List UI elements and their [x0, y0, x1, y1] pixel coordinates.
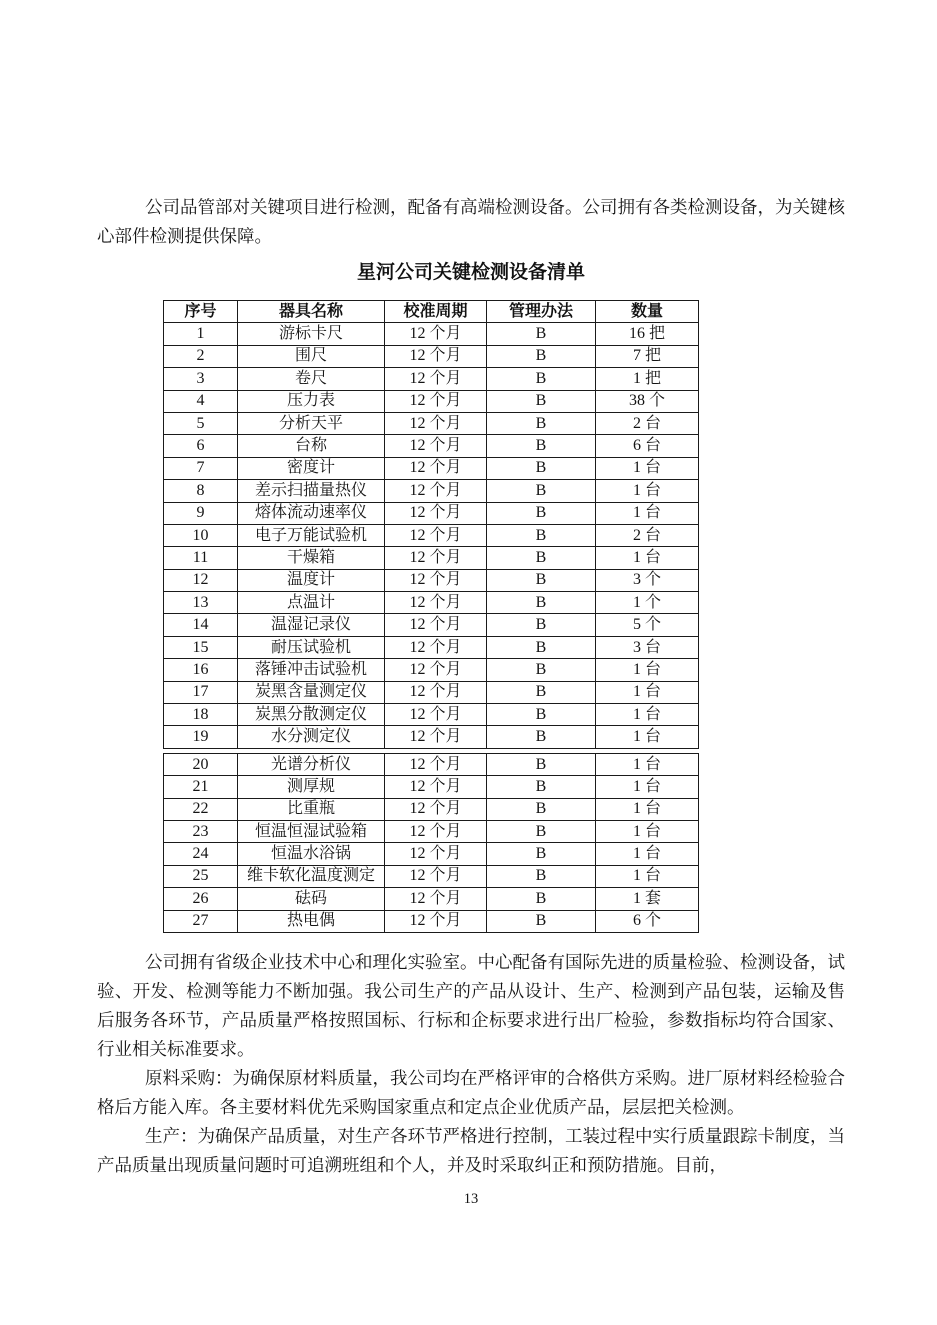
table-cell: 38 个: [596, 390, 699, 412]
table-cell: 比重瓶: [238, 798, 385, 820]
table-row: [164, 480, 699, 502]
table-cell: 12 个月: [385, 323, 487, 345]
table-cell: 恒温恒湿试验箱: [238, 820, 385, 842]
table-cell: B: [487, 547, 596, 569]
table-row: [164, 323, 699, 345]
table-cell: 12 个月: [385, 753, 487, 775]
table-cell: 3 台: [596, 636, 699, 658]
equipment-table-part2: [163, 753, 699, 933]
table-row: [164, 345, 699, 367]
header-cell-management-method: 管理办法: [487, 301, 596, 323]
table-cell: 1 台: [596, 659, 699, 681]
table-row: [164, 865, 699, 887]
paragraph-tech-center: 公司拥有省级企业技术中心和理化实验室。中心配备有国际先进的质量检验、检测设备，试验、开发、检测等能力不断加强。我公司生产的产品从设计、生产、检测到产品包装，运输及售后服务各环节，产品质量严格按照国标、行标和企标要求进行出厂检验，参数指标均符合国家、行业相关标准要求。: [97, 951, 845, 1059]
header-cell-index: 序号: [164, 301, 238, 323]
table-title: 星河公司关键检测设备清单: [356, 262, 585, 283]
table-cell: 台称: [238, 435, 385, 457]
table-cell: 密度计: [238, 457, 385, 479]
table-cell: 落锤冲击试验机: [238, 659, 385, 681]
table-cell: B: [487, 390, 596, 412]
table-row: [164, 412, 699, 434]
table-cell: B: [487, 753, 596, 775]
table-cell: 19: [164, 726, 238, 748]
table-cell: 16: [164, 659, 238, 681]
table-cell: 22: [164, 798, 238, 820]
table-cell: B: [487, 412, 596, 434]
paragraph-production: 生产：为确保产品质量，对生产各环节严格进行控制，工装过程中实行质量跟踪卡制度，当产品质量出现质量问题时可追溯班组和个人，并及时采取纠正和预防措施。目前，: [97, 1125, 845, 1175]
paragraph-procurement: 原料采购：为确保原材料质量，我公司均在严格评审的合格供方采购。进厂原材料经检验合格后方能入库。各主要材料优先采购国家重点和定点企业优质产品，层层把关检测。: [97, 1067, 845, 1117]
table-cell: 12 个月: [385, 390, 487, 412]
table-cell: 12 个月: [385, 569, 487, 591]
table-cell: 1: [164, 323, 238, 345]
table-cell: 3: [164, 368, 238, 390]
table-cell: 20: [164, 753, 238, 775]
table-cell: 12 个月: [385, 547, 487, 569]
table-cell: 热电偶: [238, 910, 385, 932]
table-cell: 6 个: [596, 910, 699, 932]
table-cell: 4: [164, 390, 238, 412]
table-cell: 12 个月: [385, 888, 487, 910]
page-number: 13: [463, 1190, 479, 1207]
table-row: [164, 681, 699, 703]
table-cell: 16 把: [596, 323, 699, 345]
table-cell: B: [487, 843, 596, 865]
table-cell: 12 个月: [385, 910, 487, 932]
equipment-table-wrap: [163, 300, 698, 933]
table-cell: 游标卡尺: [238, 323, 385, 345]
table-cell: 5: [164, 412, 238, 434]
table-row: [164, 843, 699, 865]
table-cell: B: [487, 457, 596, 479]
table-cell: 12 个月: [385, 726, 487, 748]
table-cell: 9: [164, 502, 238, 524]
table-cell: 5 个: [596, 614, 699, 636]
table-row: [164, 704, 699, 726]
table-cell: 耐压试验机: [238, 636, 385, 658]
table-cell: 3 个: [596, 569, 699, 591]
table-cell: B: [487, 502, 596, 524]
table-cell: 7 把: [596, 345, 699, 367]
table-cell: B: [487, 345, 596, 367]
table-cell: 1 台: [596, 753, 699, 775]
table-cell: 水分测定仪: [238, 726, 385, 748]
table-cell: B: [487, 726, 596, 748]
table-cell: 1 台: [596, 681, 699, 703]
header-cell-calibration-cycle: 校准周期: [385, 301, 487, 323]
table-cell: 12 个月: [385, 636, 487, 658]
table-cell: 11: [164, 547, 238, 569]
table-cell: 卷尺: [238, 368, 385, 390]
table-cell: 1 个: [596, 592, 699, 614]
table-cell: 光谱分析仪: [238, 753, 385, 775]
table-cell: 12 个月: [385, 368, 487, 390]
table-row: [164, 910, 699, 932]
table-cell: B: [487, 776, 596, 798]
table-row: [164, 614, 699, 636]
table-cell: B: [487, 820, 596, 842]
table-cell: B: [487, 614, 596, 636]
table-row: [164, 502, 699, 524]
table-cell: 1 台: [596, 726, 699, 748]
table-cell: 12 个月: [385, 704, 487, 726]
header-cell-quantity: 数量: [596, 301, 699, 323]
table-cell: 1 台: [596, 820, 699, 842]
table-cell: 温度计: [238, 569, 385, 591]
table-row: [164, 636, 699, 658]
table-cell: 干燥箱: [238, 547, 385, 569]
table-cell: B: [487, 865, 596, 887]
table-cell: 差示扫描量热仪: [238, 480, 385, 502]
table-cell: 25: [164, 865, 238, 887]
table-cell: 23: [164, 820, 238, 842]
table-cell: B: [487, 888, 596, 910]
table-cell: 2: [164, 345, 238, 367]
paragraph-intro: 公司品管部对关键项目进行检测，配备有高端检测设备。公司拥有各类检测设备，为关键核心部件检测提供保障。: [97, 197, 845, 246]
table-cell: 6: [164, 435, 238, 457]
table-cell: 压力表: [238, 390, 385, 412]
table-cell: 14: [164, 614, 238, 636]
table-cell: 12 个月: [385, 681, 487, 703]
table-cell: 17: [164, 681, 238, 703]
table-cell: B: [487, 592, 596, 614]
table-cell: 2 台: [596, 524, 699, 546]
table-cell: B: [487, 569, 596, 591]
table-cell: B: [487, 636, 596, 658]
table-cell: 1 台: [596, 457, 699, 479]
table-cell: 电子万能试验机: [238, 524, 385, 546]
table-cell: 10: [164, 524, 238, 546]
table-row: [164, 592, 699, 614]
table-cell: 2 台: [596, 412, 699, 434]
table-row: [164, 547, 699, 569]
table-cell: B: [487, 435, 596, 457]
table-cell: 测厚规: [238, 776, 385, 798]
table-cell: 7: [164, 457, 238, 479]
table-cell: 12 个月: [385, 457, 487, 479]
table-cell: 12 个月: [385, 502, 487, 524]
table-cell: 1 台: [596, 502, 699, 524]
table-cell: 熔体流动速率仪: [238, 502, 385, 524]
table-cell: 炭黑含量测定仪: [238, 681, 385, 703]
table-cell: 12 个月: [385, 345, 487, 367]
table-cell: 1 台: [596, 704, 699, 726]
table-cell: 12 个月: [385, 614, 487, 636]
table-cell: 点温计: [238, 592, 385, 614]
table-cell: 12 个月: [385, 820, 487, 842]
table-cell: B: [487, 368, 596, 390]
table-cell: 1 套: [596, 888, 699, 910]
table-cell: 27: [164, 910, 238, 932]
table-header-row: [164, 301, 699, 323]
table-cell: 1 台: [596, 798, 699, 820]
table-cell: 维卡软化温度测定: [238, 865, 385, 887]
table-cell: B: [487, 323, 596, 345]
table-cell: 1 台: [596, 843, 699, 865]
table-cell: 12 个月: [385, 435, 487, 457]
table-cell: 砝码: [238, 888, 385, 910]
table-cell: 温湿记录仪: [238, 614, 385, 636]
table-cell: 12: [164, 569, 238, 591]
table-cell: B: [487, 659, 596, 681]
table-cell: 12 个月: [385, 480, 487, 502]
table-cell: 1 台: [596, 776, 699, 798]
table-cell: 12 个月: [385, 843, 487, 865]
table-cell: B: [487, 798, 596, 820]
table-cell: 18: [164, 704, 238, 726]
table-cell: 炭黑分散测定仪: [238, 704, 385, 726]
table-cell: B: [487, 480, 596, 502]
table-cell: 15: [164, 636, 238, 658]
table-row: [164, 390, 699, 412]
table-cell: 21: [164, 776, 238, 798]
table-cell: 12 个月: [385, 776, 487, 798]
table-row: [164, 524, 699, 546]
table-cell: 13: [164, 592, 238, 614]
table-row: [164, 435, 699, 457]
table-cell: 1 台: [596, 547, 699, 569]
table-cell: 1 把: [596, 368, 699, 390]
table-row: [164, 569, 699, 591]
table-cell: 12 个月: [385, 412, 487, 434]
table-cell: 24: [164, 843, 238, 865]
table-cell: 恒温水浴锅: [238, 843, 385, 865]
table-cell: 8: [164, 480, 238, 502]
table-cell: 6 台: [596, 435, 699, 457]
table-cell: 1 台: [596, 865, 699, 887]
table-row: [164, 753, 699, 775]
table-cell: 12 个月: [385, 798, 487, 820]
table-cell: 分析天平: [238, 412, 385, 434]
table-cell: 12 个月: [385, 865, 487, 887]
table-cell: B: [487, 681, 596, 703]
table-row: [164, 798, 699, 820]
table-row: [164, 888, 699, 910]
table-cell: 12 个月: [385, 592, 487, 614]
table-cell: 12 个月: [385, 524, 487, 546]
table-row: [164, 659, 699, 681]
table-cell: B: [487, 704, 596, 726]
table-row: [164, 726, 699, 748]
table-cell: 围尺: [238, 345, 385, 367]
equipment-table-part1: [163, 300, 699, 749]
table-cell: 1 台: [596, 480, 699, 502]
table-cell: B: [487, 524, 596, 546]
table-cell: 12 个月: [385, 659, 487, 681]
table-row: [164, 457, 699, 479]
header-cell-instrument: 器具名称: [238, 301, 385, 323]
table-cell: 26: [164, 888, 238, 910]
table-row: [164, 820, 699, 842]
table-row: [164, 776, 699, 798]
table-row: [164, 368, 699, 390]
table-cell: B: [487, 910, 596, 932]
